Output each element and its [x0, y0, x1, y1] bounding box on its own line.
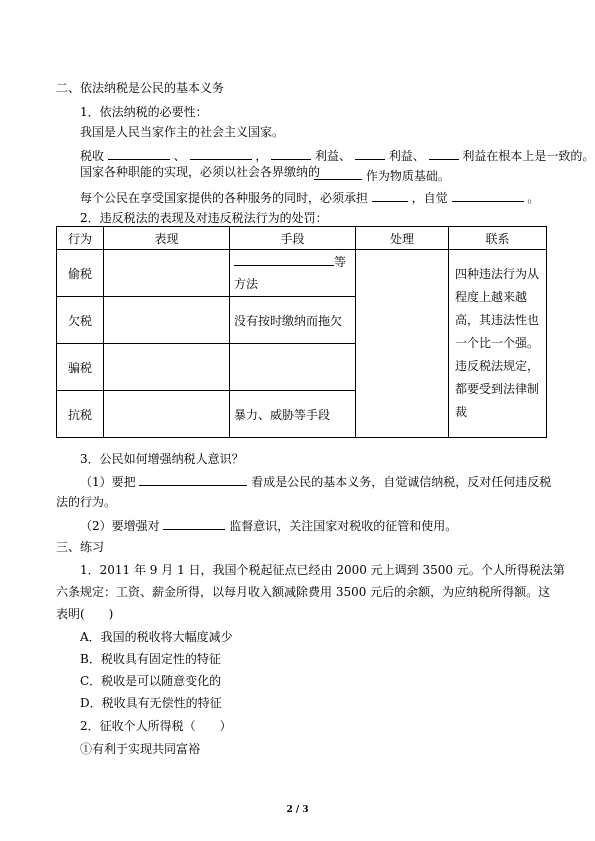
answer-blank[interactable] — [314, 167, 362, 180]
manifestation-cell[interactable] — [104, 250, 230, 297]
answer-blank[interactable] — [163, 517, 225, 530]
text-fragment: ，自觉 — [411, 191, 448, 205]
text-fragment: 方法 — [234, 277, 259, 291]
means-cell — [230, 250, 356, 297]
answer-blank[interactable] — [429, 147, 459, 160]
option-c[interactable]: C．税收是可以随意变化的 — [80, 674, 222, 688]
question-heading: 1．依法纳税的必要性： — [80, 105, 208, 119]
text-fragment: 监督意识，关注国家对税收的征管和使用。 — [229, 519, 458, 533]
manifestation-cell[interactable] — [104, 344, 230, 391]
answer-blank[interactable] — [234, 253, 334, 266]
text-fragment: 作为物质基础。 — [365, 169, 450, 183]
question-heading: 3．公民如何增强纳税人意识？ — [80, 452, 244, 466]
text-fragment: 利益、 — [315, 149, 352, 163]
question-text: 2．征收个人所得税（ ） — [80, 719, 232, 733]
behavior-cell: 欠税 — [57, 297, 104, 344]
relation-cell: 四种违法行为从程度上越来越高，其违法性也一个比一个强。违反税法规定，都要受到法律制裁 — [449, 250, 547, 438]
fill-in-paragraph — [80, 517, 457, 534]
text-fragment: 、 — [173, 149, 186, 163]
means-fill-line — [234, 251, 351, 273]
question-text: 六条规定：工资、薪金所得，以每月收入额减除费用 3500 元后的余额，为应纳税所得额。这 — [56, 585, 551, 599]
answer-blank[interactable] — [139, 473, 247, 486]
behavior-cell: 偷税 — [57, 250, 104, 297]
means-cell: 暴力、威胁等手段 — [230, 391, 356, 438]
text-fragment: 。 — [527, 191, 540, 205]
manifestation-cell[interactable] — [104, 391, 230, 438]
text-fragment: 税收 — [80, 149, 105, 163]
option-b[interactable]: B．税收具有固定性的特征 — [80, 652, 221, 666]
behavior-cell: 骗税 — [57, 344, 104, 391]
table-row — [57, 250, 547, 297]
fill-in-paragraph — [80, 473, 551, 490]
page-number: 2 / 3 — [286, 805, 309, 815]
behavior-cell: 抗税 — [57, 391, 104, 438]
table-header-cell: 联系 — [449, 227, 547, 250]
option-1[interactable]: ①有利于实现共同富裕 — [80, 742, 201, 756]
paragraph-text: 我国是人民当家作主的社会主义国家。 — [80, 125, 285, 139]
text-fragment: 看成是公民的基本义务，自觉诚信纳税，反对任何违反税 — [251, 475, 552, 489]
text-fragment: 每个公民在享受国家提供的各种服务的同时，必须承担 — [80, 191, 369, 205]
table-header-cell: 处理 — [356, 227, 449, 250]
table-header-cell: 行为 — [57, 227, 104, 250]
handling-cell[interactable] — [356, 250, 449, 438]
section-heading: 三、练习 — [56, 540, 105, 554]
table-header-cell: 表现 — [104, 227, 230, 250]
option-d[interactable]: D．税收具有无偿性的特征 — [80, 696, 222, 710]
table-header-row — [57, 227, 547, 250]
text-fragment: （1）要把 — [80, 475, 136, 489]
answer-blank[interactable] — [271, 147, 311, 160]
answer-blank[interactable] — [452, 189, 524, 202]
option-a[interactable]: A．我国的税收将大幅度减少 — [80, 630, 233, 644]
paragraph-text — [56, 167, 546, 184]
fill-in-paragraph — [80, 189, 539, 206]
means-cell: 没有按时缴纳而拖欠 — [230, 297, 356, 344]
text-fragment: （2）要增强对 — [80, 519, 160, 533]
text-fragment: 等 — [334, 255, 347, 269]
answer-blank[interactable] — [372, 189, 408, 202]
text-fragment: 利益、 — [388, 149, 425, 163]
answer-blank[interactable] — [108, 147, 170, 160]
question-text: 1．2011 年 9 月 1 日，我国个税起征点已经由 2000 元上调到 3500 元。个人所得税法第 — [80, 563, 565, 577]
text-fragment: ， — [255, 149, 268, 163]
paragraph-text: 法的行为。 — [56, 495, 117, 509]
tax-violation-table — [56, 226, 547, 438]
table-header-cell: 手段 — [230, 227, 356, 250]
text-fragment: 利益在根本上是一致的。国家各种职能的实现，必须以社会各界缴纳的 — [80, 149, 595, 179]
means-cell[interactable] — [230, 344, 356, 391]
answer-blank[interactable] — [190, 147, 252, 160]
question-heading: 2．违反税法的表现及对违反税法行为的处罚： — [80, 211, 328, 225]
question-text: 表明( ) — [56, 607, 114, 621]
manifestation-cell[interactable] — [104, 297, 230, 344]
section-heading: 二、依法纳税是公民的基本义务 — [56, 81, 225, 95]
answer-blank[interactable] — [355, 147, 385, 160]
